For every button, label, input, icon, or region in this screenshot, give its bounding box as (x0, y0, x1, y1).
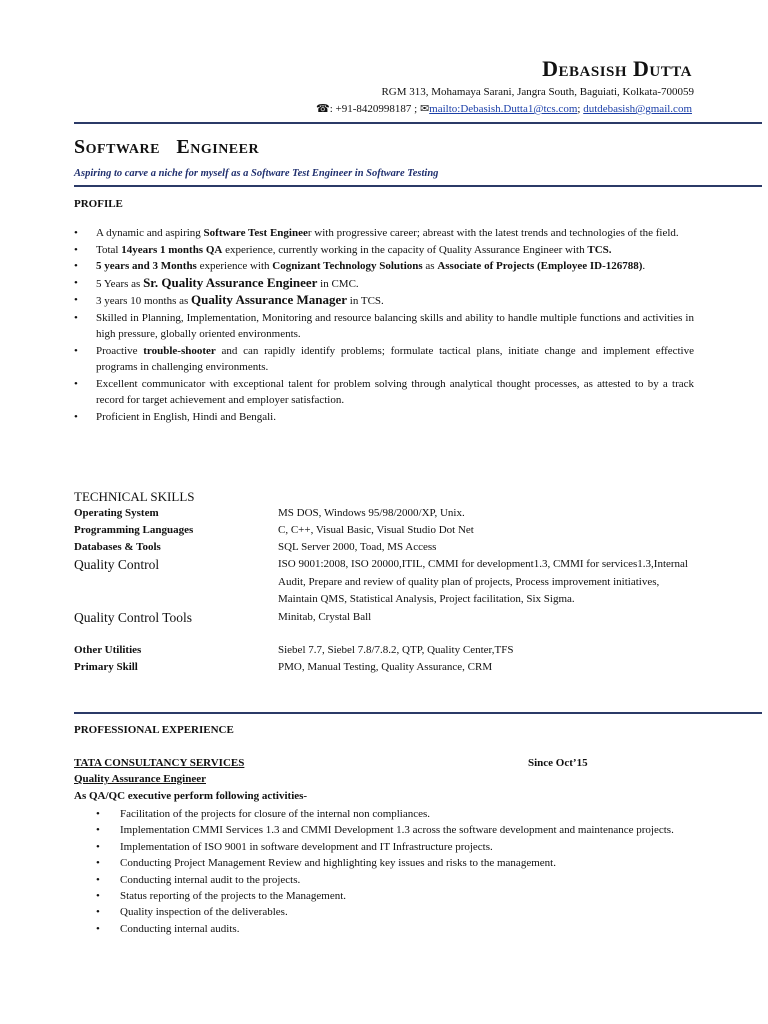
job-title: Software Engineer (74, 136, 260, 158)
list-item: • Conducting Project Management Review and highlighting key issues and risks to the management. (96, 855, 696, 871)
technical-skills-heading: TECHNICAL SKILLS (74, 489, 195, 504)
profile-heading: PROFILE (74, 198, 123, 210)
skill-value: Siebel 7.7, Siebel 7.8/7.8.2, QTP, Quality Center,TFS (278, 643, 514, 656)
role-intro: As QA/QC executive perform following activities- (74, 790, 308, 802)
skill-value: C, C++, Visual Basic, Visual Studio Dot Net (278, 524, 474, 536)
list-item: • Quality inspection of the deliverables. (96, 904, 696, 920)
list-item: • Proficient in English, Hindi and Bengali. (74, 409, 694, 426)
skill-value: Minitab, Crystal Ball (278, 610, 372, 623)
skill-key: Primary Skill (74, 660, 138, 673)
skills-table (74, 505, 694, 676)
list-item: • Status reporting of the projects to the Management. (96, 888, 696, 904)
objective-divider (74, 185, 762, 187)
header-divider (74, 122, 762, 124)
skill-key: Operating System (74, 507, 159, 519)
list-item: • 5 years and 3 Months experience with Cognizant Technology Solutions as Associate of Projects (Employee ID-126788). (74, 258, 694, 275)
skill-key: Quality Control Tools (74, 609, 193, 625)
mail-icon: ✉ (419, 103, 430, 115)
list-item: • Skilled in Planning, Implementation, Monitoring and resource balancing skills and ability to handle multiple functions and activities in high pressure, globally oriented environments. (74, 310, 694, 343)
list-item: • A dynamic and aspiring Software Test Engineer with progressive career; abreast with the latest trends and technologies of the field. (74, 225, 694, 242)
list-item: • Implementation of ISO 9001 in software development and IT Infrastructure projects. (96, 839, 696, 855)
skill-row (74, 609, 694, 642)
skill-row (74, 522, 694, 539)
skill-row (74, 556, 694, 609)
skill-key: Quality Control (74, 557, 160, 572)
list-item: • Conducting internal audits. (96, 921, 696, 937)
skill-row (74, 642, 694, 659)
list-item: • 3 years 10 months as Quality Assurance Manager in TCS. (74, 292, 694, 310)
company-name: TATA CONSULTANCY SERVICES (74, 757, 245, 769)
list-item: • Conducting internal audit to the projects. (96, 872, 696, 888)
skill-value: PMO, Manual Testing, Quality Assurance, CRM (278, 660, 493, 673)
list-item: • Facilitation of the projects for closure of the internal non compliances. (96, 806, 696, 822)
contact-line (316, 102, 692, 115)
list-item: • 5 Years as Sr. Quality Assurance Engineer in CMC. (74, 275, 694, 293)
list-item: • Excellent communicator with exceptional talent for problem solving through analytical thought processes, as attested to by a track record for target achievement and employer satisfaction. (74, 376, 694, 409)
list-item: • Total 14years 1 months QA experience, currently working in the capacity of Quality Assurance Engineer with TCS. (74, 242, 694, 259)
email-link-personal[interactable]: dutdebasish@gmail.com (583, 103, 692, 115)
phone-icon: ☎ (316, 103, 330, 115)
experience-list (96, 806, 696, 937)
skill-key: Programming Languages (74, 524, 194, 536)
role-title: Quality Assurance Engineer (74, 773, 207, 785)
list-item: • Implementation CMMI Services 1.3 and CMMI Development 1.3 across the software development and maintenance projects. (96, 822, 696, 838)
skill-value: SQL Server 2000, Toad, MS Access (278, 541, 437, 553)
skill-row (74, 505, 694, 522)
company-line (74, 757, 634, 769)
candidate-name: Debasish Dutta (542, 56, 692, 81)
skill-value: MS DOS, Windows 95/98/2000/XP, Unix. (278, 507, 465, 519)
skill-row (74, 539, 694, 556)
employment-since: Since Oct’15 (528, 757, 588, 769)
skill-key: Other Utilities (74, 643, 142, 656)
profile-list (74, 225, 694, 425)
skills-divider (74, 712, 762, 714)
skill-key: Databases & Tools (74, 541, 161, 553)
list-item: • Proactive trouble-shooter and can rapidly identify problems; formulate tactical plans, initiate change and implement effective programs in challenging environments. (74, 343, 694, 376)
phone-number: : +91-8420998187 ; (329, 103, 420, 115)
email-separator: ; (577, 103, 584, 115)
skill-value: ISO 9001:2008, ISO 20000,ITIL, CMMI for development1.3, CMMI for services1.3,Internal Audit, Prepare and review of quality plan of projects, Process improvement initiatives, Maintain QMS, Statistical Analysis, Project facilitation, Six Sigma. (278, 558, 688, 605)
address: RGM 313, Mohamaya Sarani, Jangra South, Baguiati, Kolkata-700059 (381, 86, 694, 98)
skill-row (74, 659, 694, 676)
experience-heading: PROFESSIONAL EXPERIENCE (74, 724, 234, 736)
career-objective: Aspiring to carve a niche for myself as a Software Test Engineer in Software Testing (74, 168, 439, 179)
email-link-work[interactable]: mailto:Debasish.Dutta1@tcs.com (429, 103, 578, 115)
